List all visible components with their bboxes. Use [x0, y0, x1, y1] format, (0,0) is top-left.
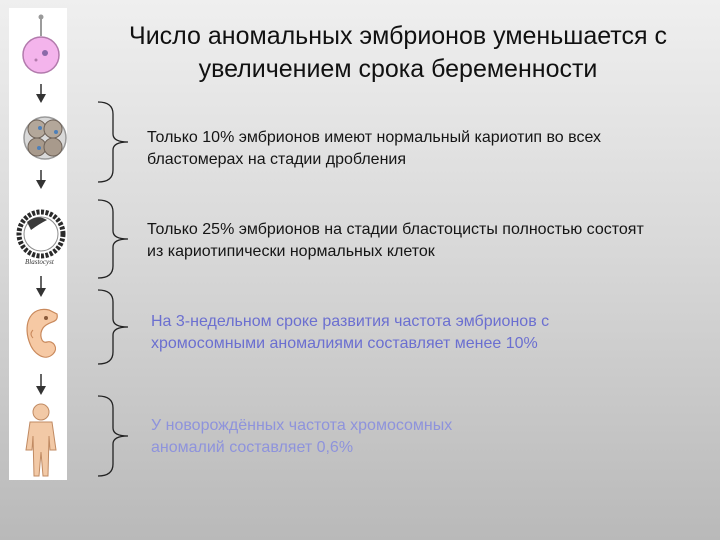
statement-line: Только 10% эмбрионов имеют нормальный кариотип во всех [147, 129, 602, 146]
statement-line: На 3-недельном сроке развития частота эмбрионов с [151, 313, 550, 330]
statement-line: хромосомными аномалиями составляет менее 10% [151, 335, 538, 352]
arrow-down-icon [36, 276, 46, 297]
bracket-icon [96, 288, 132, 366]
slide-title-line-2: увеличением срока беременности [198, 55, 598, 83]
statement-line: бластомерах на стадии дробления [147, 151, 406, 168]
statement-blastocyst [147, 219, 707, 263]
bracket-icon [96, 394, 132, 478]
development-stages-strip [9, 8, 67, 480]
bracket-icon [96, 198, 132, 280]
newborn-icon [26, 404, 56, 476]
slide-title [78, 20, 718, 86]
statement-line: У новорождённых частота хромосомных [151, 417, 453, 434]
statement-line: из кариотипически нормальных клеток [147, 243, 435, 260]
cleavage-embryo-icon [24, 117, 66, 159]
arrow-down-icon [36, 170, 46, 189]
bracket-icon [96, 100, 132, 184]
statement-line: Только 25% эмбрионов на стадии бластоцисты полностью состоят [147, 221, 644, 238]
statement-line: аномалий составляет 0,6% [151, 439, 354, 456]
arrow-down-icon [36, 84, 46, 103]
statement-cleavage [147, 127, 707, 171]
statement-newborns [151, 415, 711, 459]
slide-title-line-1: Число аномальных эмбрионов уменьшается с [129, 22, 667, 50]
blastocyst-label: Blastocyst [25, 258, 54, 266]
zygote-icon [23, 15, 59, 74]
statement-three-weeks [151, 311, 711, 355]
blastocyst-icon [19, 212, 63, 266]
arrow-down-icon [36, 374, 46, 395]
embryo-icon [27, 309, 57, 357]
